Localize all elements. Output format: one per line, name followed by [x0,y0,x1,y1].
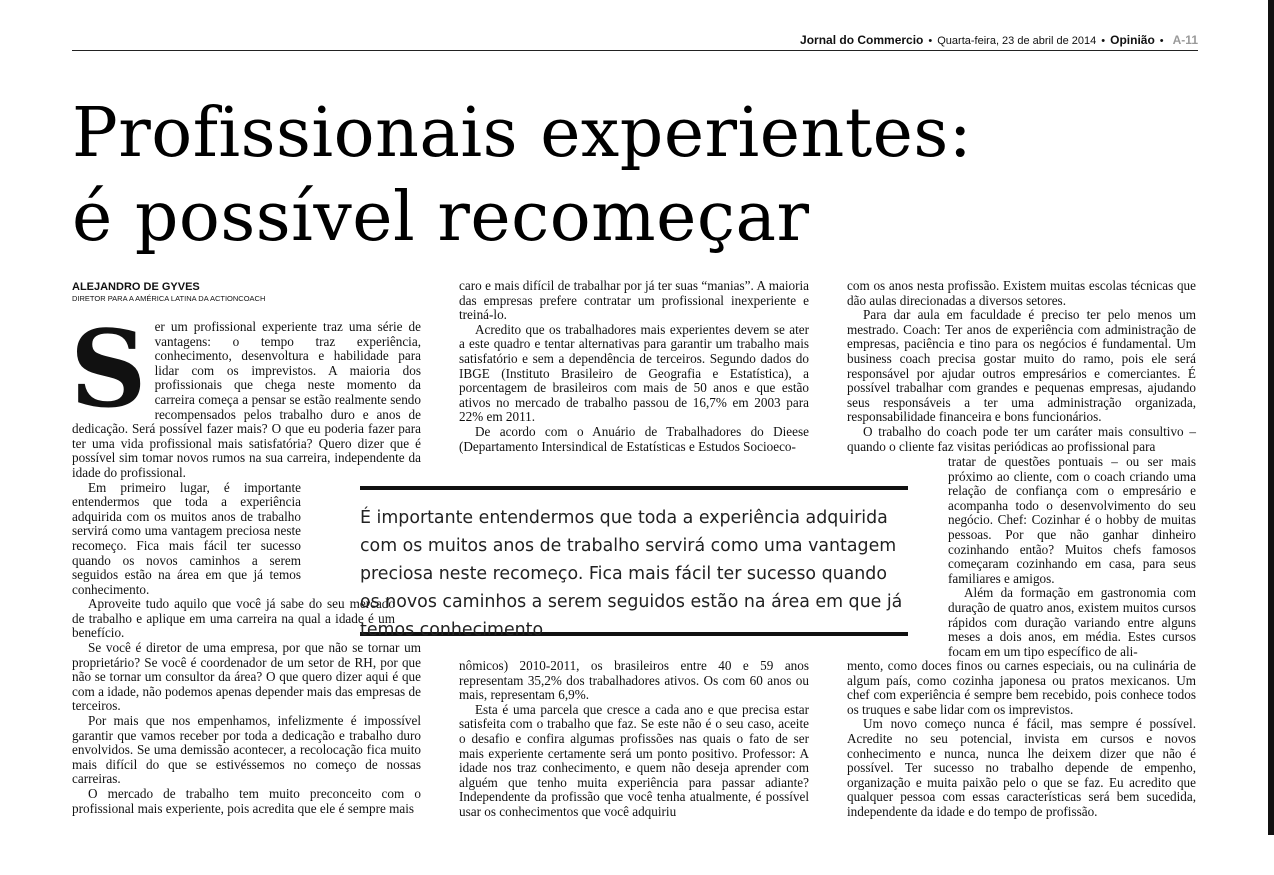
paragraph: tratar de questões pontuais – ou ser mais próximo ao cliente, com o coach criando uma relação de confiança com o empresário e acompanha todo o desenvolvimento do seu negócio. Chef: Cozinhar é o hobby de muitas pessoas. Por que não ganhar dinheiro cozinhando então? Muitos chefs famosos começaram cozinhando em casa, para seus familiares e amigos. [948,454,1196,586]
paragraph: Além da formação em gastronomia com duração de quatro anos, existem muitos cursos rápidos com duração variando entre alguns meses a dois anos, em média. Estes cursos focam em um tipo específico de ali- [948,585,1196,659]
page-header [72,32,1198,51]
paragraph: O mercado de trabalho tem muito preconceito com o profissional mais experiente, pois acredita que ele é sempre mais [72,786,421,816]
headline [72,92,1192,260]
author-role: DIRETOR PARA A AMÉRICA LATINA DA ACTIONCOACH [72,294,266,303]
paragraph: Por mais que nos empenhamos, infelizmente é impossível garantir que vamos receber por toda a dedicação e trabalho duro envolvidos. Se uma demissão acontecer, a recolocação fica muito mais difícil do que se estivéssemos no começo de nossas carreiras. [72,713,421,787]
headline-line-2: é possível recomeçar [72,178,810,257]
paragraph: caro e mais difícil de trabalhar por já ter suas “manias”. A maioria das empresas prefere contratar um profissional inexperiente e treiná-lo. [459,278,809,323]
paragraph: O trabalho do coach pode ter um caráter mais consultivo – quando o cliente faz visitas periódicas ao profissional para [847,423,1196,454]
article-column-2-top [459,279,809,454]
article-column-3-middle [948,455,1196,659]
paragraph: Acredito que os trabalhadores mais experientes devem se ater a este quadro e tentar alternativas para garantir um trabalho mais satisfatório e sem a dependência de terceiros. Segundo dados do IBGE (Instituto Brasileiro de Geografia e Estatística), a porcentagem de brasileiros com mais de 50 anos e que estão ativos no mercado de trabalho passou de 16,7% em 2003 para 22% em 2011. [459,321,809,425]
pull-quote [360,486,908,640]
separator-dot: • [928,35,933,47]
separator-dot: • [1159,35,1164,47]
paragraph: De acordo com o Anuário de Trabalhadores do Dieese (Departamento Intersindical de Estatísticas e Estudos Socioeco- [459,423,809,454]
article-column-2-bottom [459,659,809,820]
newspaper-name: Jornal do Commercio [800,33,924,47]
author-name: ALEJANDRO DE GYVES [72,281,200,293]
paragraph: Um novo começo nunca é fácil, mas sempre é possível. Acredite no seu potencial, invista em cursos e novos conhecimento e nunca, nunca lhe deixem dizer que não é possível. Ter sucesso no trabalho depende de empenho, organização e muita paixão pelo o que se faz. Eu acredito que qualquer pessoa com essas características será bem sucedida, independente da idade e do tempo de profissão. [847,716,1196,819]
issue-date: Quarta-feira, 23 de abril de 2014 [937,35,1097,47]
section-name: Opinião [1110,33,1155,47]
paragraph: er um profissional experiente traz uma série de vantagens: o tempo traz experiência, conhecimento, desenvoltura e habilidade para lidar com os imprevistos. A maioria dos profissionais que chega neste momento da carreira começa a pensar se estão realmente sendo recompensados pelos trabalho duro e anos de dedicação. Será possível fazer mais? O que eu poderia fazer para ter uma vida profissional mais satisfatória? Quero dizer que é possível sim tomar novos rumos na sua carreira, independente da idade do profissional. [72,319,421,480]
pull-quote-text: É importante entendermos que toda a experiência adquirida com os muitos anos de trabalho servirá como uma vantagem preciosa neste recomeço. Fica mais fácil ter sucesso quando os novos caminhos a serem seguidos estão na área em que já temos conhecimento [360,508,903,640]
scan-edge [1268,0,1274,835]
paragraph: mento, como doces finos ou carnes especiais, ou na culinária de algum país, como cozinha japonesa ou pratos mexicanos. Um chef com experiência é sempre bem recebido, pois conhece todos os truques e sabe lidar com os imprevistos. [847,658,1196,717]
paragraph: Esta é uma parcela que cresce a cada ano e que precisa estar satisfeita com o trabalho que faz. Se este não é o seu caso, aceite o desafio e confira algumas profissões nas quais o fato de ser mais experiente certamente será um ponto positivo. Professor: A idade nos traz conhecimento, e quem não deseja aprender com alguém que tenho muita experiência para passar adiante? Independente da profissão que você tenha atualmente, é possível usar os conhecimentos que você adquiriu [459,701,809,819]
paragraph: nômicos) 2010-2011, os brasileiros entre 40 e 59 anos representam 35,2% dos trabalhadores ativos. Os com 60 anos ou mais, representam 6,9%. [459,658,809,703]
article-column-3-top [847,279,1196,454]
paragraph: Em primeiro lugar, é importante entendermos que toda a experiência adquirida com os muitos anos de trabalho servirá como uma vantagem preciosa neste recomeço. Fica mais fácil ter sucesso quando os novos caminhos a serem seguidos estão na área em que já temos conhecimento. [72,479,301,597]
paragraph: Aproveite tudo aquilo que você já sabe do seu mercado de trabalho e aplique em uma carreira na qual a idade é um benefício. [72,596,395,641]
headline-line-1: Profissionais experientes: [72,94,973,173]
article-column-3-bottom [847,659,1196,820]
paragraph: com os anos nesta profissão. Existem muitas escolas técnicas que dão aulas direcionadas a diversos setores. [847,278,1196,308]
paragraph: Se você é diretor de uma empresa, por que não se tornar um proprietário? Se você é coordenador de um setor de RH, por que não se tornar um consultor da área? O que quero dizer aqui é que com a idade, não podemos apenas depender mais das empresas de terceiros. [72,640,421,714]
separator-dot: • [1101,35,1106,47]
paragraph: Para dar aula em faculdade é preciso ter pelo menos um mestrado. Coach: Ter anos de experiência com administração de empresas, paciência e tino para os negócios é fundamental. Um business coach precisa gostar muito do ramo, pois ele será responsável por ajudar outros empresários e comerciantes. É possível trabalhar com grandes e pequenas empresas, ajudando seus responsáveis a ter uma administração organizada, responsabilidade financeira e bons funcionários. [847,307,1196,425]
byline [72,280,432,304]
page-number: A-11 [1172,33,1198,47]
drop-cap: S [70,306,147,431]
